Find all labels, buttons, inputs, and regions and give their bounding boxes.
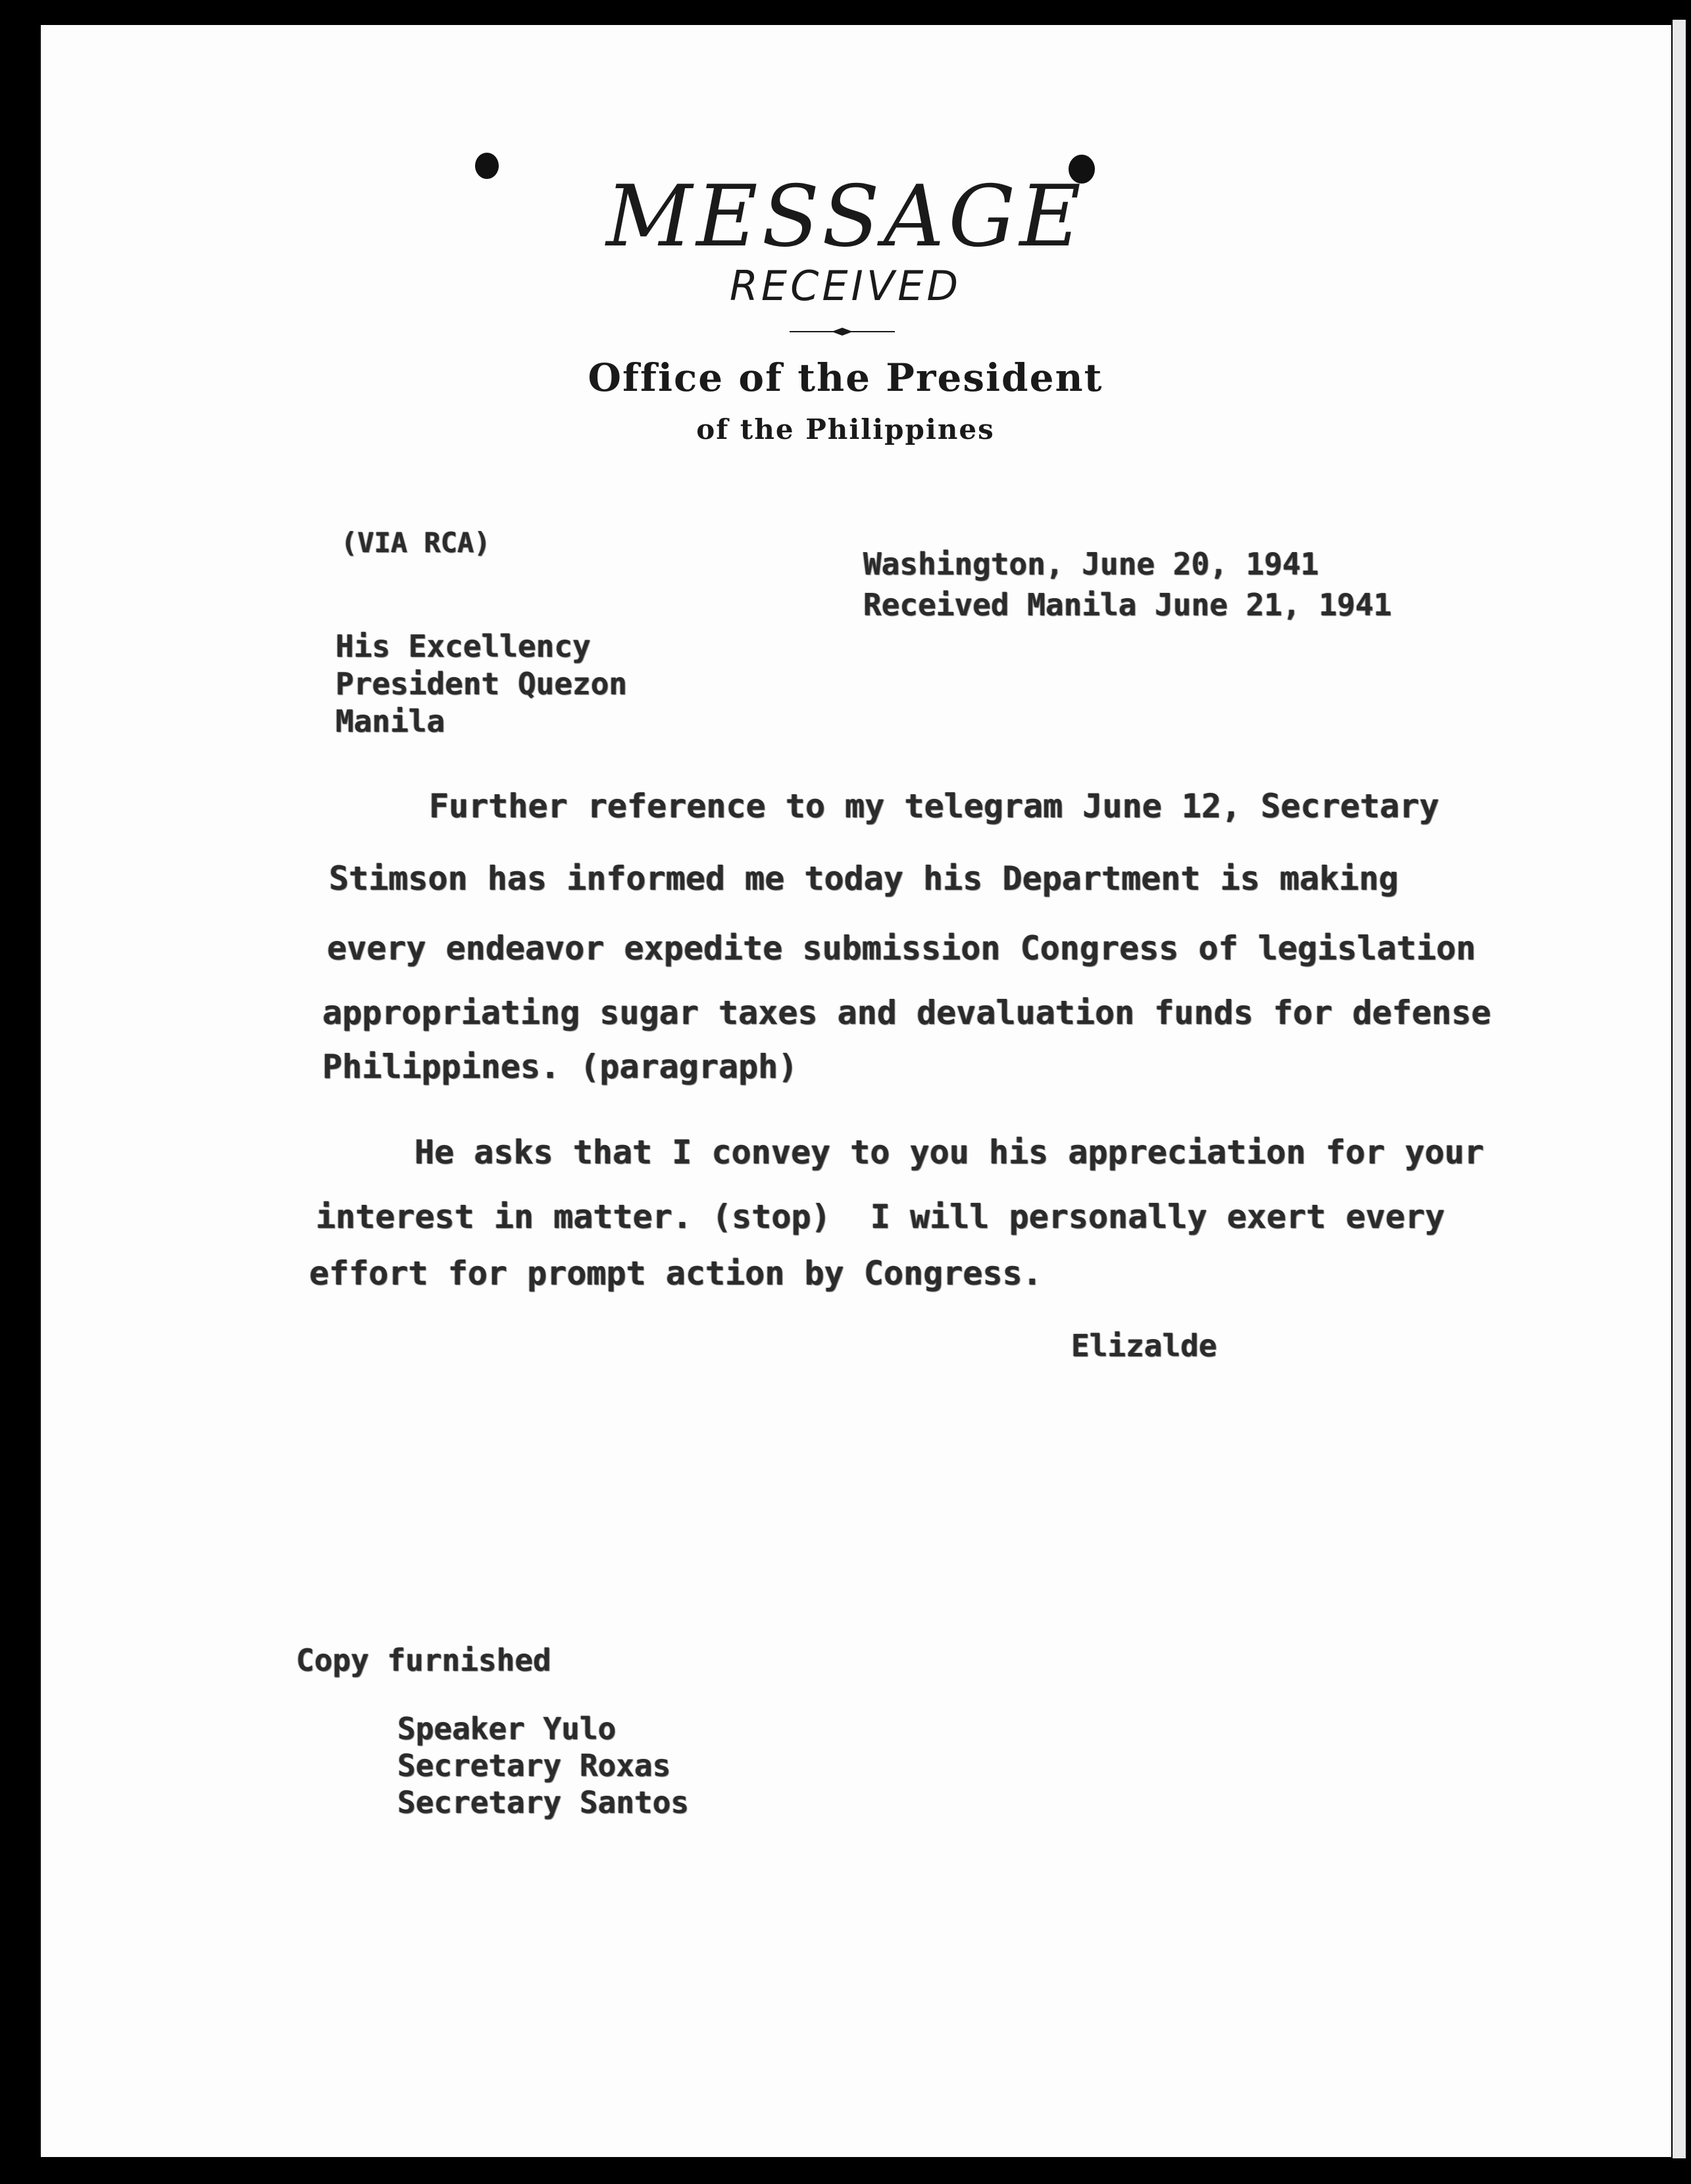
signature: Elizalde xyxy=(1071,1328,1217,1363)
divider-ornament-icon xyxy=(790,328,895,336)
letterhead-title: MESSAGE xyxy=(606,168,1085,266)
page-edge xyxy=(1673,20,1686,2158)
body-line: effort for prompt action by Congress. xyxy=(309,1254,1042,1292)
copy-furnished-label: Copy furnished xyxy=(296,1642,551,1678)
addressee-line: His Excellency xyxy=(336,628,591,664)
dateline-sent: Washington, June 20, 1941 xyxy=(863,546,1319,582)
body-line: He asks that I convey to you his appreciation for your xyxy=(415,1133,1484,1171)
body-line: Stimson has informed me today his Department is making xyxy=(329,859,1399,898)
copy-recipient: Speaker Yulo xyxy=(397,1711,617,1746)
letterhead-office: Office of the President xyxy=(588,355,1103,400)
transmission-note: (VIA RCA) xyxy=(341,526,491,559)
letterhead-subtitle: RECEIVED xyxy=(729,262,962,310)
copy-recipient: Secretary Roxas xyxy=(397,1748,671,1783)
body-line: appropriating sugar taxes and devaluation funds for defense xyxy=(322,994,1492,1032)
body-line: every endeavor expedite submission Congress of legislation xyxy=(327,929,1476,967)
copy-recipient: Secretary Santos xyxy=(397,1785,690,1820)
body-line: interest in matter. (stop) I will personally exert every xyxy=(316,1198,1445,1236)
addressee-line: President Quezon xyxy=(336,666,628,701)
addressee-line: Manila xyxy=(336,703,445,739)
letterhead-office-country: of the Philippines xyxy=(696,413,995,445)
body-line: Further reference to my telegram June 12, Secretary xyxy=(429,787,1440,825)
body-line: Philippines. (paragraph) xyxy=(322,1048,798,1086)
dateline-received: Received Manila June 21, 1941 xyxy=(863,587,1392,622)
document-page xyxy=(41,25,1671,2157)
